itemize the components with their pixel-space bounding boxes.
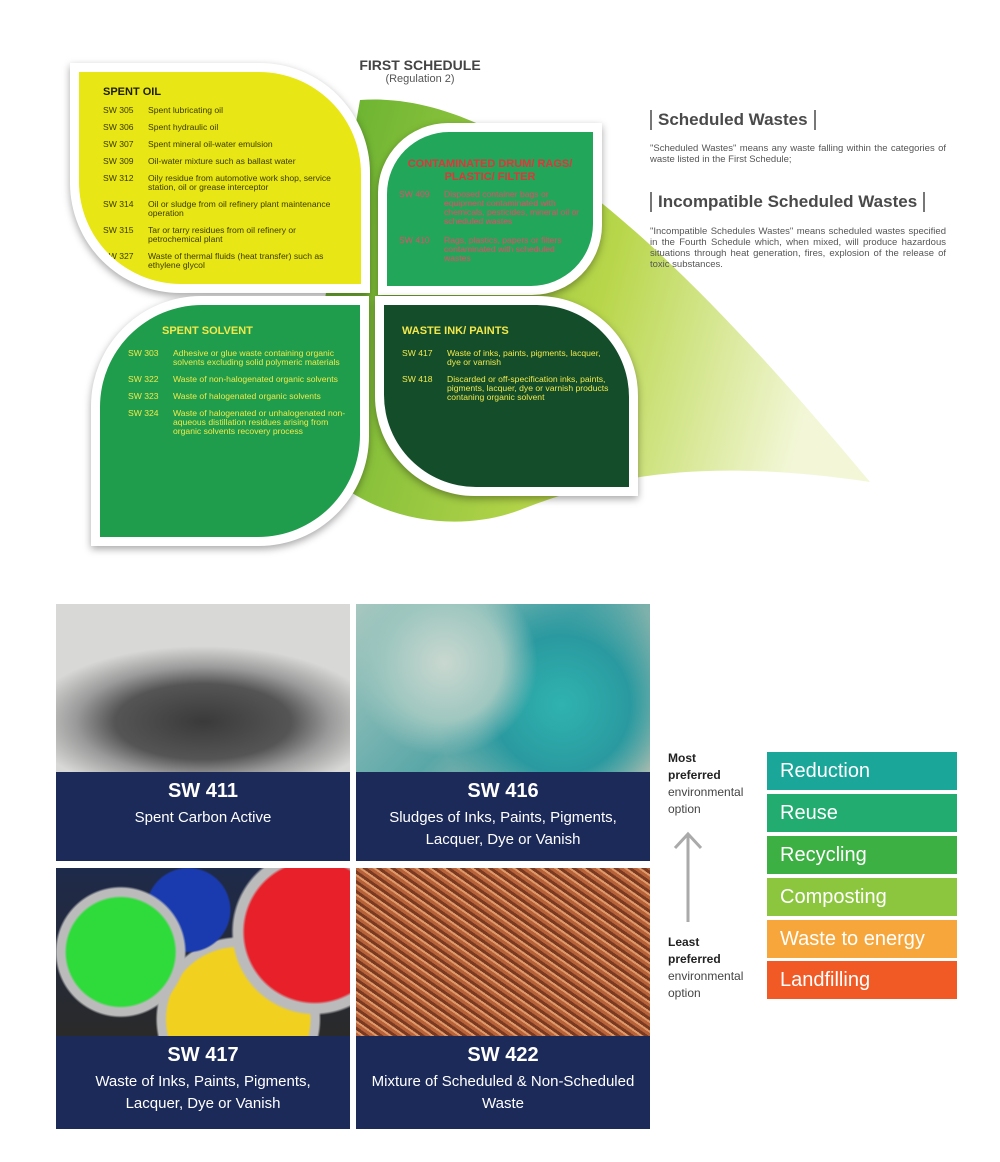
waste-ink-card [375,296,638,496]
tile-caption [56,772,350,861]
tile-desc: Sludges of Inks, Paints, Pigments, Lacquer, Dye or Vanish [389,809,617,848]
tile-desc: Waste of Inks, Paints, Pigments, Lacquer, Dye or Vanish [95,1073,311,1112]
tile-sw416 [356,604,650,861]
tile-code: SW 417 [167,1044,239,1066]
least-preferred-label [668,934,743,1002]
most-word: Most [668,751,696,765]
spent-solvent-title: SPENT SOLVENT [162,325,253,337]
item-code: SW 312 [103,173,134,183]
tile-code: SW 411 [167,780,239,802]
tile-sw411 [56,604,350,861]
item-text: Oily residue from automotive work shop, service station, oil or grease interceptor [148,173,331,192]
tile-caption [356,772,650,861]
list-item [103,140,351,149]
waste-ink-title: WASTE INK/ PAINTS [402,325,509,337]
item-text: Oil-water mixture such as ballast water [148,156,296,166]
item-text: Adhesive or glue waste containing organic solvents excluding solid polymeric materials [173,348,340,367]
item-code: SW 305 [103,105,134,115]
tile-code: SW 416 [467,780,539,802]
item-code: SW 417 [402,348,433,358]
contaminated-card [378,123,602,295]
list-item [399,236,581,263]
item-code: SW 315 [103,225,134,235]
contaminated-title: CONTAMINATED DRUM/ RAGS/ PLASTIC/ FILTER [407,158,573,183]
hierarchy-waste-to-energy: Waste to energy [767,920,957,958]
scheduled-wastes-text: "Scheduled Wastes" means any waste falling within the categories of waste listed in the First Schedule; [650,143,946,165]
preferred-word: preferred [668,952,721,966]
item-text: Waste of inks, paints, pigments, lacquer, dye or varnish [447,348,601,367]
spent-oil-title: SPENT OIL [103,86,162,98]
list-item [103,123,351,132]
item-code: SW 418 [402,374,433,384]
hierarchy-recycling: Recycling [767,836,957,874]
incompatible-wastes-text: "Incompatible Schedules Wastes" means scheduled wastes specified in the Fourth Schedule which, when mixed, will produce hazardous situations through heat generation, fires, explosion of the release of toxic substances. [650,226,946,270]
item-text: Waste of non-halogenated organic solvents [173,374,338,384]
item-text: Tar or tarry residues from oil refinery or petrochemical plant [148,225,297,244]
item-text: Waste of halogenated organic solvents [173,391,321,401]
item-code: SW 322 [128,374,159,384]
option-word: option [668,986,701,1000]
list-item [402,375,615,402]
item-text: Waste of halogenated or unhalogenated non-aqueous distillation residues arising from organic solvents recovery process [173,408,346,436]
list-item [128,409,346,436]
item-text: Disposed container bags or equipment contaminated with chemicals, pesticides, mineral oil or scheduled wastes [444,189,580,226]
arrow-up-icon [672,828,704,924]
list-item [103,174,351,192]
item-code: SW 327 [103,251,134,261]
option-word: option [668,802,701,816]
schedule-title: FIRST SCHEDULE [359,57,481,73]
item-text: Spent mineral oil-water emulsion [148,139,273,149]
copper-wire-photo [356,868,650,1036]
paint-cans-photo [56,868,350,1036]
spent-solvent-card [91,296,369,546]
tile-desc: Mixture of Scheduled & Non-Scheduled Waste [371,1073,635,1112]
spent-oil-card [70,63,370,293]
list-item [399,190,581,226]
list-item [402,349,615,367]
list-item [103,106,351,115]
schedule-subtitle: (Regulation 2) [385,73,455,85]
item-text: Spent lubricating oil [148,105,224,115]
scheduled-wastes-heading: Scheduled Wastes [650,110,816,130]
least-word: Least [668,935,700,949]
list-item [103,200,351,218]
list-item [128,349,346,367]
item-text: Discarded or off-specification inks, paints, pigments, lacquer, dye or varnish products contaning organic solvent [447,374,609,402]
preferred-word: preferred [668,768,721,782]
item-code: SW 309 [103,156,134,166]
list-item [128,392,346,401]
tile-caption [56,1036,350,1129]
list-item [103,252,351,270]
sludge-photo [356,604,650,772]
hierarchy-landfilling: Landfilling [767,961,957,999]
tile-code: SW 422 [467,1044,539,1066]
item-code: SW 307 [103,139,134,149]
hierarchy-reduction: Reduction [767,752,957,790]
item-code: SW 303 [128,348,159,358]
item-code: SW 323 [128,391,159,401]
tile-desc: Spent Carbon Active [134,809,272,826]
item-text: Oil or sludge from oil refinery plant maintenance operation [148,199,331,218]
item-code: SW 314 [103,199,134,209]
item-code: SW 409 [399,189,430,199]
list-item [103,157,351,166]
incompatible-wastes-heading: Incompatible Scheduled Wastes [650,192,925,212]
tile-sw422 [356,868,650,1129]
item-code: SW 306 [103,122,134,132]
tile-caption [356,1036,650,1129]
hierarchy-reuse: Reuse [767,794,957,832]
item-text: Rags, plastics, papers or filters contaminated with scheduled wastes [444,235,562,263]
item-text: Spent hydraulic oil [148,122,219,132]
carbon-photo [56,604,350,772]
most-preferred-label [668,750,743,818]
item-text: Waste of thermal fluids (heat transfer) such as ethylene glycol [148,251,324,270]
item-code: SW 324 [128,408,159,418]
item-code: SW 410 [399,235,430,245]
environmental-word: environmental [668,785,744,799]
list-item [103,226,351,244]
tile-sw417 [56,868,350,1129]
environmental-word: environmental [668,969,744,983]
hierarchy-composting: Composting [767,878,957,916]
list-item [128,375,346,384]
